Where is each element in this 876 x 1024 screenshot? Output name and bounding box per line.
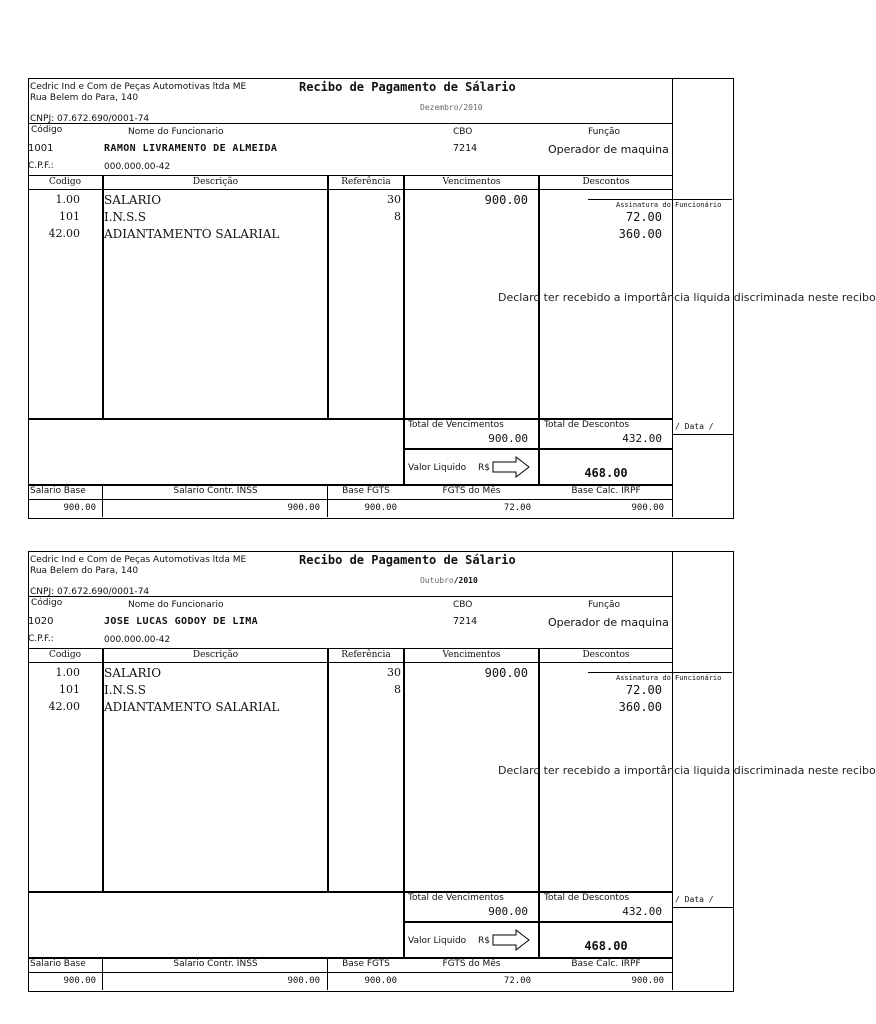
col-descricao: Descrição	[192, 650, 239, 660]
period	[420, 103, 483, 112]
lbl-salario-contr: Salario Contr. INSS	[173, 959, 258, 969]
base-fgts-value: 900.00	[364, 503, 397, 513]
valor-liquido-value: 468.00	[584, 466, 628, 480]
employee-code: 1020	[28, 616, 54, 627]
col-vencimentos: Vencimentos	[442, 177, 501, 187]
signature-label: Assinatura do Funcionário	[616, 674, 722, 682]
cnpj: CNPJ: 07.672.690/0001-74	[30, 114, 150, 124]
fgts-mes-value: 72.00	[503, 976, 531, 986]
company-name: Cedric Ind e Com de Peças Automotivas ltda ME	[30, 82, 247, 92]
employee-name: RAMON LIVRAMENTO DE ALMEIDA	[104, 143, 278, 154]
company-name: Cedric Ind e Com de Peças Automotivas ltda ME	[30, 555, 247, 565]
header-divider	[28, 123, 672, 124]
item-code: 101	[59, 683, 80, 696]
col-vencimentos: Vencimentos	[442, 650, 501, 660]
arrow-right-icon	[492, 929, 530, 951]
lbl-base-fgts: Base FGTS	[342, 486, 390, 496]
date-line	[673, 434, 733, 435]
currency-label: R$	[478, 463, 490, 473]
col-divider	[327, 957, 328, 990]
cpf-value: 000.000.00-42	[104, 162, 171, 172]
lbl-base-irpf: Base Calc. IRPF	[571, 959, 641, 969]
item-desconto: 72.00	[625, 210, 662, 224]
col-referencia: Referência	[341, 650, 391, 660]
table-header-line	[28, 662, 672, 663]
declaration-text: Declaro ter recebido a importância liquida discriminada neste recibo	[498, 764, 876, 777]
item-description: I.N.S.S	[104, 683, 146, 697]
item-reference: 30	[387, 193, 401, 206]
declaration-text: Declaro ter recebido a importância liquida discriminada neste recibo	[498, 291, 876, 304]
hdr-codigo: Código	[31, 125, 63, 135]
date-line	[673, 907, 733, 908]
hdr-codigo: Código	[31, 598, 63, 608]
item-reference: 8	[394, 210, 401, 223]
lbl-base-fgts: Base FGTS	[342, 959, 390, 969]
employee-funcao: Operador de maquina	[548, 616, 669, 629]
item-description: I.N.S.S	[104, 210, 146, 224]
signature-label: Assinatura do Funcionário	[616, 201, 722, 209]
item-reference: 8	[394, 683, 401, 696]
salario-contr-value: 900.00	[287, 976, 320, 986]
hdr-nome: Nome do Funcionario	[128, 600, 224, 610]
date-label: / Data /	[675, 895, 714, 904]
table-top-line	[28, 175, 672, 176]
period	[420, 576, 478, 585]
total-desc-value: 432.00	[622, 432, 662, 445]
currency-label: R$	[478, 936, 490, 946]
total-venc-label: Total de Vencimentos	[408, 420, 504, 430]
liquido-line	[405, 448, 672, 450]
receipt-title: Recibo de Pagamento de Sálario	[299, 553, 516, 567]
table-top-line	[28, 648, 672, 649]
lbl-fgts-mes: FGTS do Mês	[442, 959, 501, 969]
valor-liquido-label: Valor Liquido	[408, 463, 467, 473]
col-codigo: Codigo	[48, 650, 82, 660]
col-descontos: Descontos	[582, 177, 630, 187]
period-month: Outubro	[420, 576, 454, 585]
header-divider	[28, 596, 672, 597]
base-irpf-value: 900.00	[631, 976, 664, 986]
lbl-salario-contr: Salario Contr. INSS	[173, 486, 258, 496]
item-description: SALARIO	[104, 193, 162, 207]
col-codigo: Codigo	[48, 177, 82, 187]
payslip-receipt	[28, 551, 876, 991]
hdr-cbo: CBO	[453, 600, 473, 610]
liquido-line	[405, 921, 672, 923]
arrow-right-icon	[492, 456, 530, 478]
cpf-label: C.P.F.:	[28, 634, 54, 644]
date-label: / Data /	[675, 422, 714, 431]
total-desc-label: Total de Descontos	[544, 893, 630, 903]
col-divider	[327, 484, 328, 517]
item-desconto: 72.00	[625, 683, 662, 697]
hdr-nome: Nome do Funcionario	[128, 127, 224, 137]
item-desconto: 360.00	[618, 227, 662, 241]
valor-liquido-value: 468.00	[584, 939, 628, 953]
lbl-salario-base: Salario Base	[30, 486, 86, 496]
company-address: Rua Belem do Para, 140	[30, 566, 139, 576]
hdr-funcao: Função	[588, 600, 621, 610]
item-description: SALARIO	[104, 666, 162, 680]
employee-code: 1001	[28, 143, 54, 154]
base-fgts-value: 900.00	[364, 976, 397, 986]
item-desconto: 360.00	[618, 700, 662, 714]
receipt-title: Recibo de Pagamento de Sálario	[299, 80, 516, 94]
employee-name: JOSE LUCAS GODOY DE LIMA	[104, 616, 259, 627]
bases-mid-line	[28, 499, 672, 500]
item-code: 42.00	[48, 700, 80, 713]
item-vencimento: 900.00	[484, 666, 528, 680]
payslip-receipt	[28, 78, 876, 518]
table-header-line	[28, 189, 672, 190]
item-vencimento: 900.00	[484, 193, 528, 207]
valor-liquido-label: Valor Liquido	[408, 936, 467, 946]
item-description: ADIANTAMENTO SALARIAL	[104, 227, 280, 241]
item-reference: 30	[387, 666, 401, 679]
item-description: ADIANTAMENTO SALARIAL	[104, 700, 280, 714]
col-descontos: Descontos	[582, 650, 630, 660]
hdr-cbo: CBO	[453, 127, 473, 137]
bases-mid-line	[28, 972, 672, 973]
col-divider	[102, 957, 103, 990]
total-venc-value: 900.00	[488, 432, 528, 445]
total-desc-value: 432.00	[622, 905, 662, 918]
lbl-fgts-mes: FGTS do Mês	[442, 486, 501, 496]
salario-base-value: 900.00	[63, 503, 96, 513]
col-referencia: Referência	[341, 177, 391, 187]
period-month: Dezembro/2010	[420, 103, 483, 112]
lbl-salario-base: Salario Base	[30, 959, 86, 969]
employee-cbo: 7214	[453, 616, 478, 627]
company-address: Rua Belem do Para, 140	[30, 93, 139, 103]
item-code: 1.00	[55, 666, 80, 679]
total-desc-label: Total de Descontos	[544, 420, 630, 430]
employee-cbo: 7214	[453, 143, 478, 154]
item-code: 42.00	[48, 227, 80, 240]
cpf-label: C.P.F.:	[28, 161, 54, 171]
col-divider	[102, 484, 103, 517]
cnpj: CNPJ: 07.672.690/0001-74	[30, 587, 150, 597]
salario-base-value: 900.00	[63, 976, 96, 986]
signature-line	[588, 672, 732, 673]
cpf-value: 000.000.00-42	[104, 635, 171, 645]
total-venc-value: 900.00	[488, 905, 528, 918]
total-venc-label: Total de Vencimentos	[408, 893, 504, 903]
fgts-mes-value: 72.00	[503, 503, 531, 513]
signature-line	[588, 199, 732, 200]
employee-funcao: Operador de maquina	[548, 143, 669, 156]
base-irpf-value: 900.00	[631, 503, 664, 513]
salario-contr-value: 900.00	[287, 503, 320, 513]
hdr-funcao: Função	[588, 127, 621, 137]
item-code: 101	[59, 210, 80, 223]
col-descricao: Descrição	[192, 177, 239, 187]
lbl-base-irpf: Base Calc. IRPF	[571, 486, 641, 496]
period-year: /2010	[453, 576, 478, 585]
item-code: 1.00	[55, 193, 80, 206]
